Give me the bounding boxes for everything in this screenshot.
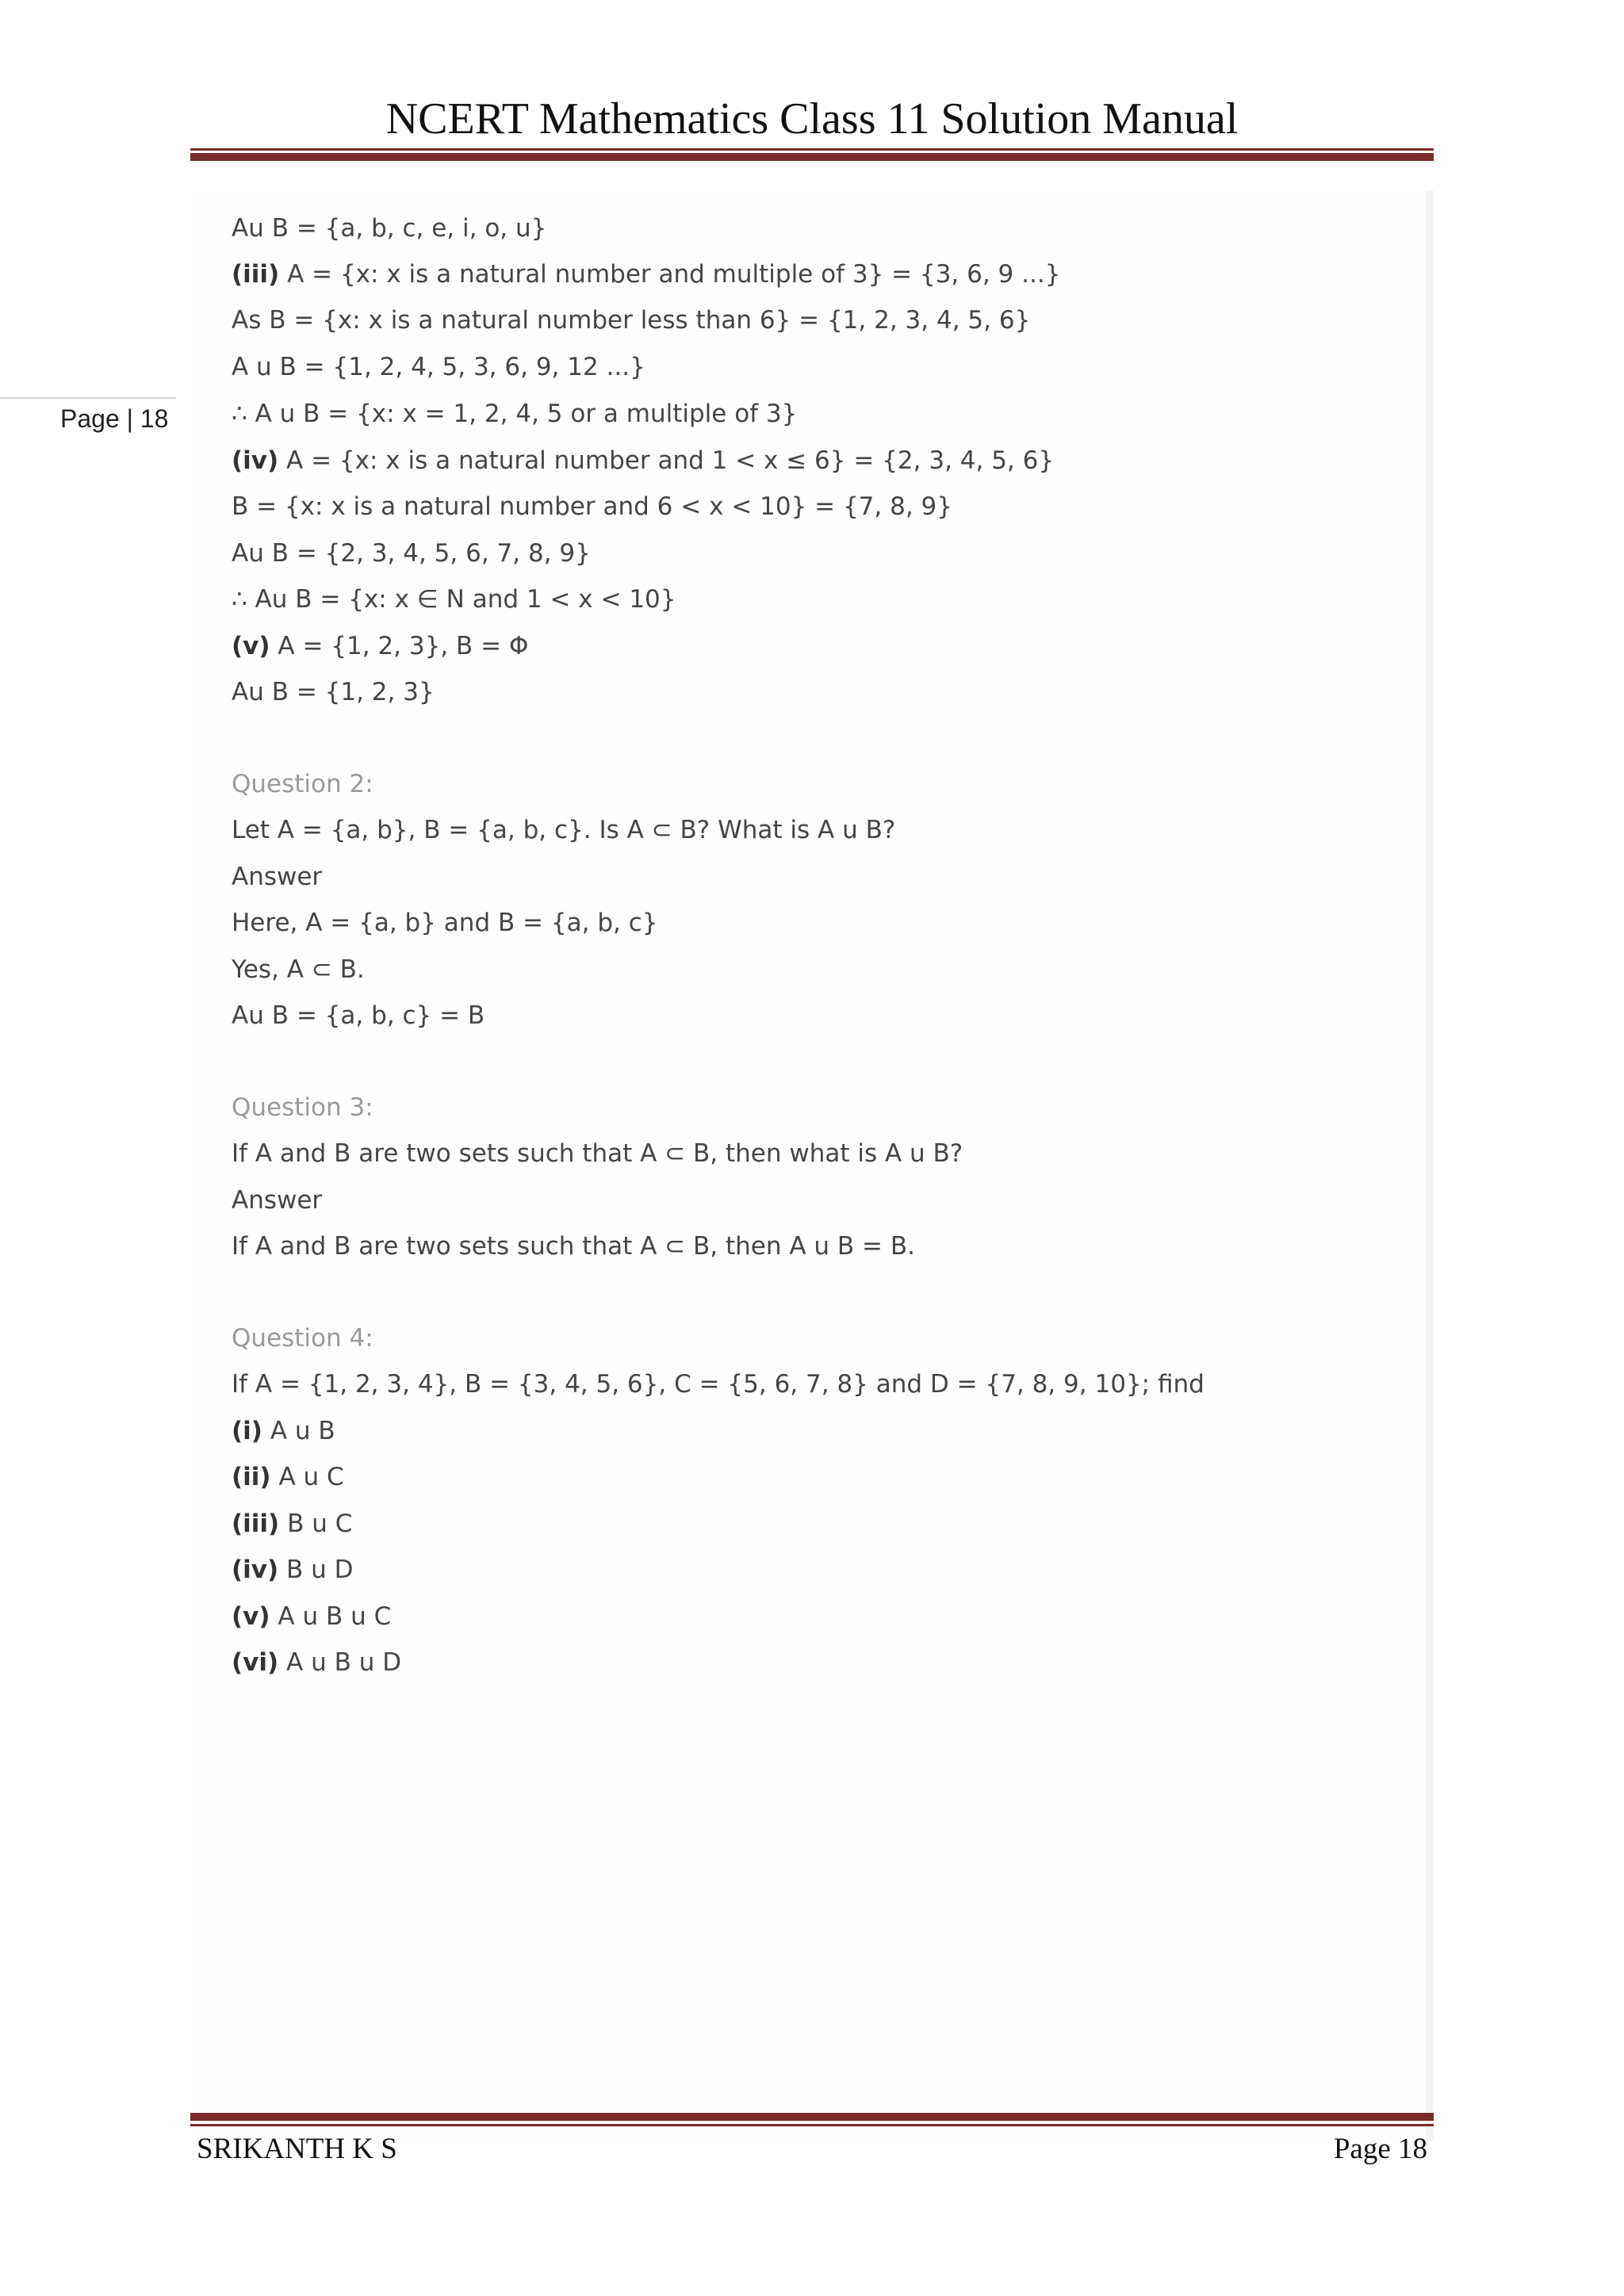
solution-line	[232, 398, 797, 430]
part-label: (v)	[232, 632, 270, 660]
footer-page-number: Page 18	[1333, 2133, 1427, 2165]
solution-line	[232, 1601, 391, 1632]
line-text: A u B = {1, 2, 4, 5, 3, 6, 9, 12 ...}	[232, 353, 645, 381]
line-text: A u C	[270, 1463, 344, 1491]
part-label: (v)	[232, 1602, 270, 1631]
line-text: A = {x: x is a natural number and 1 < x ≤ 6} = {2, 3, 4, 5, 6}	[278, 446, 1055, 475]
solution-line	[232, 212, 546, 244]
solution-line	[232, 630, 528, 662]
part-label: (iv)	[232, 1556, 279, 1584]
line-text: B = {x: x is a natural number and 6 < x < 10} = {7, 8, 9}	[232, 492, 952, 521]
line-text: If A and B are two sets such that A ⊂ B, then A u B = B.	[232, 1232, 915, 1261]
footer-rule-thin	[190, 2124, 1434, 2126]
solution-line	[232, 1415, 335, 1447]
solution-line	[232, 445, 1054, 476]
solution-line	[232, 1368, 1205, 1400]
margin-rule	[0, 397, 176, 399]
question-heading	[232, 1322, 373, 1354]
footer-rule-thick	[190, 2113, 1434, 2121]
solution-line	[232, 1000, 485, 1031]
solution-line	[232, 584, 676, 615]
line-text: Answer	[232, 1186, 323, 1215]
question-heading	[232, 1092, 373, 1123]
line-text: As B = {x: x is a natural number less than 6} = {1, 2, 3, 4, 5, 6}	[232, 306, 1031, 335]
line-text: A u B u D	[278, 1648, 402, 1677]
line-text: B u C	[279, 1510, 353, 1538]
line-text: If A and B are two sets such that A ⊂ B, then what is A u B?	[232, 1139, 963, 1168]
solution-line	[232, 907, 658, 939]
line-text: Here, A = {a, b} and B = {a, b, c}	[232, 909, 658, 937]
solution-line	[232, 1230, 915, 1262]
margin-page-label: Page | 18	[60, 404, 169, 433]
solution-line	[232, 491, 952, 522]
line-text: Let A = {a, b}, B = {a, b, c}. Is A ⊂ B? What is A u B?	[232, 816, 896, 844]
line-text: Au B = {a, b, c} = B	[232, 1001, 485, 1030]
line-text: ∴ Au B = {x: x ∈ N and 1 < x < 10}	[232, 585, 676, 614]
line-text: Question 2:	[232, 770, 373, 798]
footer-author: SRIKANTH K S	[197, 2133, 397, 2165]
solution-line	[232, 538, 591, 569]
line-text: Au B = {2, 3, 4, 5, 6, 7, 8, 9}	[232, 539, 591, 568]
header-rule-thick	[190, 153, 1434, 161]
line-text: Question 4:	[232, 1324, 373, 1353]
line-text: B u D	[278, 1556, 354, 1584]
part-label: (iii)	[232, 260, 280, 289]
solution-line	[232, 1138, 963, 1169]
solution-line	[232, 258, 1060, 290]
question-heading	[232, 768, 373, 800]
part-label: (vi)	[232, 1648, 279, 1677]
solution-line	[232, 351, 645, 383]
solution-line	[232, 1508, 352, 1540]
line-text: A = {x: x is a natural number and multiple of 3} = {3, 6, 9 ...}	[279, 260, 1061, 289]
line-text: Question 3:	[232, 1093, 373, 1122]
line-text: Au B = {a, b, c, e, i, o, u}	[232, 214, 547, 243]
part-label: (iii)	[232, 1510, 280, 1538]
line-text: If A = {1, 2, 3, 4}, B = {3, 4, 5, 6}, C = {5, 6, 7, 8} and D = {7, 8, 9, 10}; find	[232, 1370, 1205, 1399]
part-label: (iv)	[232, 446, 279, 475]
solution-line	[232, 1184, 322, 1216]
line-text: A = {1, 2, 3}, B = Φ	[270, 632, 529, 660]
line-text: A u B u C	[270, 1602, 392, 1631]
solution-line	[232, 676, 435, 708]
solution-line	[232, 1647, 401, 1678]
solution-line	[232, 1554, 354, 1586]
solution-line	[232, 1461, 344, 1493]
header-rule-thin	[190, 148, 1434, 151]
part-label: (ii)	[232, 1463, 271, 1491]
solution-line	[232, 861, 322, 893]
part-label: (i)	[232, 1417, 262, 1445]
line-text: Au B = {1, 2, 3}	[232, 678, 435, 706]
solution-line	[232, 954, 365, 985]
line-text: A u B	[262, 1417, 335, 1445]
page-title: NCERT Mathematics Class 11 Solution Manual	[385, 94, 1239, 144]
line-text: Answer	[232, 863, 323, 891]
solution-line	[232, 304, 1030, 336]
line-text: Yes, A ⊂ B.	[232, 955, 365, 984]
solution-line	[232, 814, 895, 846]
line-text: ∴ A u B = {x: x = 1, 2, 4, 5 or a multiple of 3}	[232, 400, 798, 428]
